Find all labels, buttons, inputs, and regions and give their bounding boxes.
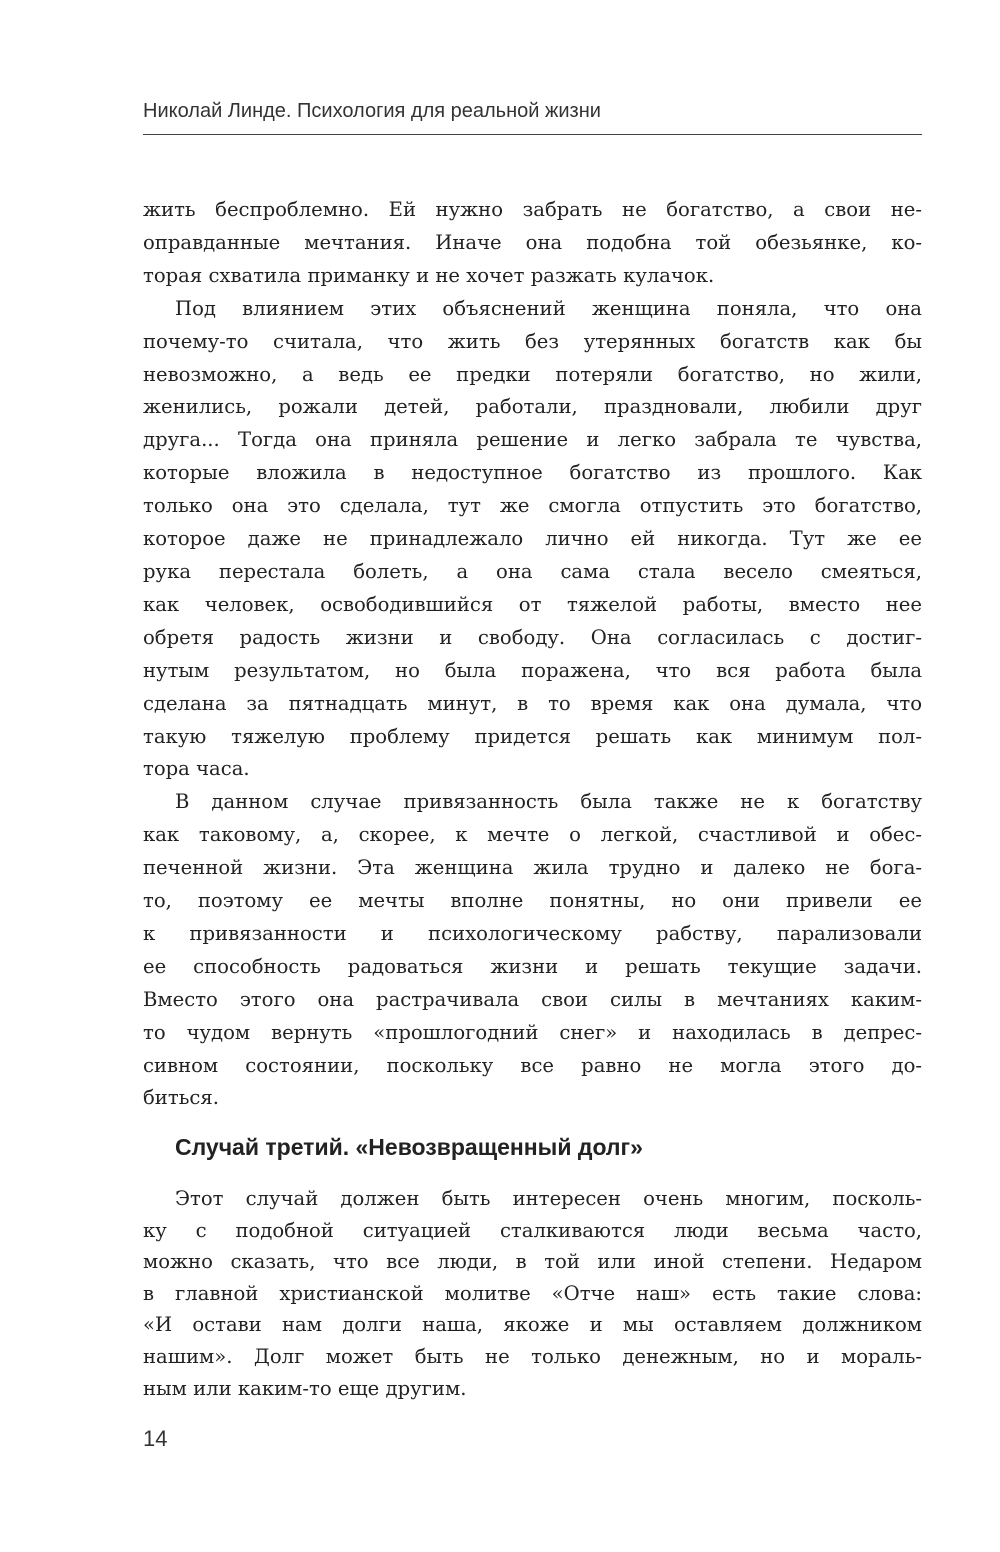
text-line: как таковому, а, скорее, к мечте о легкой, счастливой и обес- [143, 823, 922, 847]
text-line: почему-то считала, что жить без утерянных богатств как бы [143, 329, 922, 353]
text-line: то, поэтому ее мечты вполне понятны, но они привели ее [143, 889, 922, 913]
body-text-block-2 [143, 1183, 922, 1404]
text-line: ее способность радоваться жизни и решать текущие задачи. [143, 954, 922, 978]
text-line: которые вложила в недоступное богатство из прошлого. Как [143, 461, 922, 485]
text-line: В данном случае привязанность была также не к богатству [175, 790, 922, 814]
text-line: Вместо этого она растрачивала свои силы в мечтаниях каким- [143, 987, 922, 1011]
text-line: Этот случай должен быть интересен очень многим, посколь- [175, 1187, 922, 1210]
text-line: можно сказать, что все люди, в той или иной степени. Недаром [143, 1250, 922, 1274]
text-line: печенной жизни. Эта женщина жила трудно и далеко не бога- [143, 856, 922, 880]
text-line: оправданные мечтания. Иначе она подобна той обезьянке, ко- [143, 230, 922, 254]
text-line: женились, рожали детей, работали, праздновали, любили друг [143, 395, 922, 419]
text-line: к привязанности и психологическому рабству, парализовали [143, 921, 922, 945]
text-line: ку с подобной ситуацией сталкиваются люди весьма часто, [143, 1218, 922, 1242]
text-line: нутым результатом, но была поражена, что вся работа была [143, 658, 922, 682]
text-line: рука перестала болеть, а она сама стала весело смеяться, [143, 559, 922, 583]
text-line: такую тяжелую проблему придется решать как минимум пол- [143, 724, 922, 748]
text-line: в главной христианской молитве «Отче наш» есть такие слова: [143, 1281, 922, 1305]
text-line: нашим». Долг может быть не только денежным, но и мораль- [143, 1344, 922, 1368]
text-line: друга... Тогда она приняла решение и легко забрала те чувства, [143, 428, 922, 452]
text-line: сделана за пятнадцать минут, в то время как она думала, что [143, 691, 922, 715]
text-line: ным или каким-то еще другим. [143, 1376, 467, 1400]
page-number: 14 [143, 1426, 168, 1451]
header-rule [143, 134, 922, 135]
text-line: Под влиянием этих объяснений женщина поняла, что она [175, 296, 922, 320]
text-line: обретя радость жизни и свободу. Она согласилась с достиг- [143, 625, 922, 649]
text-line: жить беспроблемно. Ей нужно забрать не богатство, а свои не- [143, 198, 922, 221]
text-line: как человек, освободившийся от тяжелой работы, вместо нее [143, 592, 922, 616]
section-heading: Случай третий. «Невозвращенный долг» [175, 1134, 643, 1160]
text-line: невозможно, а ведь ее предки потеряли богатство, но жили, [143, 362, 922, 386]
text-line: торая схватила приманку и не хочет разжать кулачок. [143, 263, 715, 287]
text-line: то чудом вернуть «прошлогодний снег» и находилась в депрес- [143, 1020, 922, 1044]
text-line: «И остави нам долги наша, якоже и мы оставляем должником [143, 1313, 922, 1337]
text-line: которое даже не принадлежало лично ей никогда. Тут же ее [143, 527, 922, 551]
text-line: сивном состоянии, поскольку все равно не могла этого до- [143, 1053, 922, 1077]
text-line: биться. [143, 1086, 219, 1110]
running-head: Николай Линде. Психология для реальной жизни [143, 100, 601, 122]
text-line: только она это сделала, тут же смогла отпустить это богатство, [143, 494, 922, 518]
text-line: тора часа. [143, 757, 250, 781]
body-text-block-1 [143, 194, 922, 1115]
